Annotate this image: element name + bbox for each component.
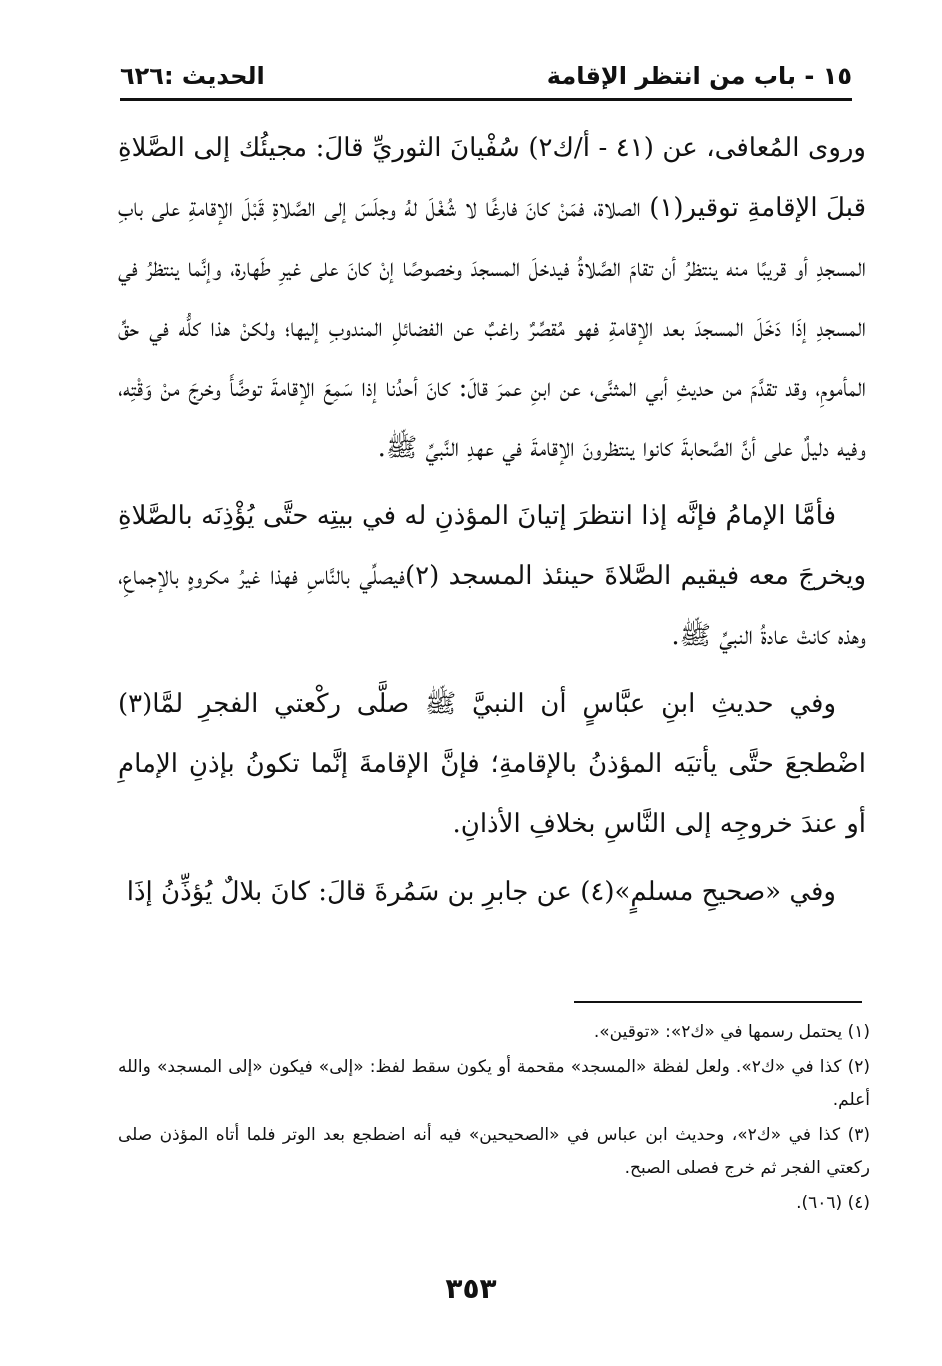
footnotes xyxy=(118,1016,870,1222)
main-text xyxy=(118,118,866,922)
chapter-title: ١٥ - باب من انتظر الإقامة xyxy=(546,62,852,90)
footnote: (١) يحتمل رسمها في «ك٢»: «توقين». xyxy=(593,1022,870,1042)
footnote-separator xyxy=(574,1001,862,1003)
paragraph: وفي حديثِ ابنِ عبَّاسٍ أن النبيَّ ﷺ صلَّى ركْعتي الفجرِ لمَّا(٣) اضْطجعَ حتَّى يأتيَه المؤذنُ بالإقامةِ؛ فإنَّ الإقامةَ إنَّما تكونُ بإذنِ الإمامِ أو عندَ خروجِه إلى النَّاسِ بخلافِ الأذانِ. xyxy=(118,689,866,839)
paragraph: وفي «صحيحِ مسلمٍ»(٤) عن جابرِ بن سَمُرةَ قالَ: كانَ بلالٌ يُؤذِّنُ إذَا xyxy=(126,877,836,907)
footnote: (٣) كذا في «ك٢»، وحديث ابن عباس في «الصحيحين» فيه أنه اضطجع بعد الوتر فلما أتاه المؤذن صلى ركعتي الفجر ثم خرج فصلى الصبح. xyxy=(118,1125,871,1178)
page-number: ٣٥٣ xyxy=(445,1272,497,1305)
paragraph: وروى المُعافى، عن (٤١ - أ/ك٢) سُفْيانَ الثوريِّ قالَ: مجيئُك إلى الصَّلاةِ قبلَ الإقامةِ توقير(١) الصلاة، فمَنْ كانَ فارغًا لا شُغْلَ لهُ وجلَسَ إلى الصَّلاةِ قَبْلَ الإقامةِ على بابِ المسجدِ أو قريبًا منه ينتظرُ أن تقامَ الصَّلاةُ فيدخلَ المسجدَ وخصوصًا إنْ كانَ على غيرِ طَهارة، وإنَّما ينتظرُ في المسجدِ إذَا دَخَلَ المسجدَ بعد الإقامةِ فهو مُقصِّرٌ راغبٌ عن الفضائلِ المندوبِ إليها؛ ولكنْ هذا كلُّه في حقِّ المأمومِ، وقد تقدَّمَ من حديثِ أبي المثنَّى، عن ابنِ عمرَ قالَ: كانَ أحدُنا إذا سَمِعَ الإقامةَ توضَّأَ وخرجَ منْ وَقْتِه، وفيه دليلٌ على أنَّ الصَّحابةَ كانوا ينتظرونَ الإقامةَ في عهدِ النَّبيِّ ﷺ. xyxy=(118,133,866,463)
footnote: (٤) (٦٠٦). xyxy=(796,1193,870,1213)
page-header xyxy=(120,58,852,101)
hadith-number: الحديث :٦٢٦ xyxy=(120,62,265,90)
footnote: (٢) كذا في «ك٢». ولعل لفظة «المسجد» مقحمة أو يكون سقط لفظ: «إلى» فيكون «إلى المسجد» والله أعلم. xyxy=(118,1057,871,1110)
paragraph: فأمَّا الإمامُ فإنَّه إذا انتظرَ إتيانَ المؤذنِ له في بيتِه حتَّى يُؤْذِنَه بالصَّلاةِ ويخرجَ معه فيقيم الصَّلاةَ حينئذ المسجد (٢)فيصلِّي بالنَّاسِ فهذا غيرُ مكروهٍ بالإجماعِ، وهذه كانتْ عادةُ النبيِّ ﷺ. xyxy=(118,501,866,651)
